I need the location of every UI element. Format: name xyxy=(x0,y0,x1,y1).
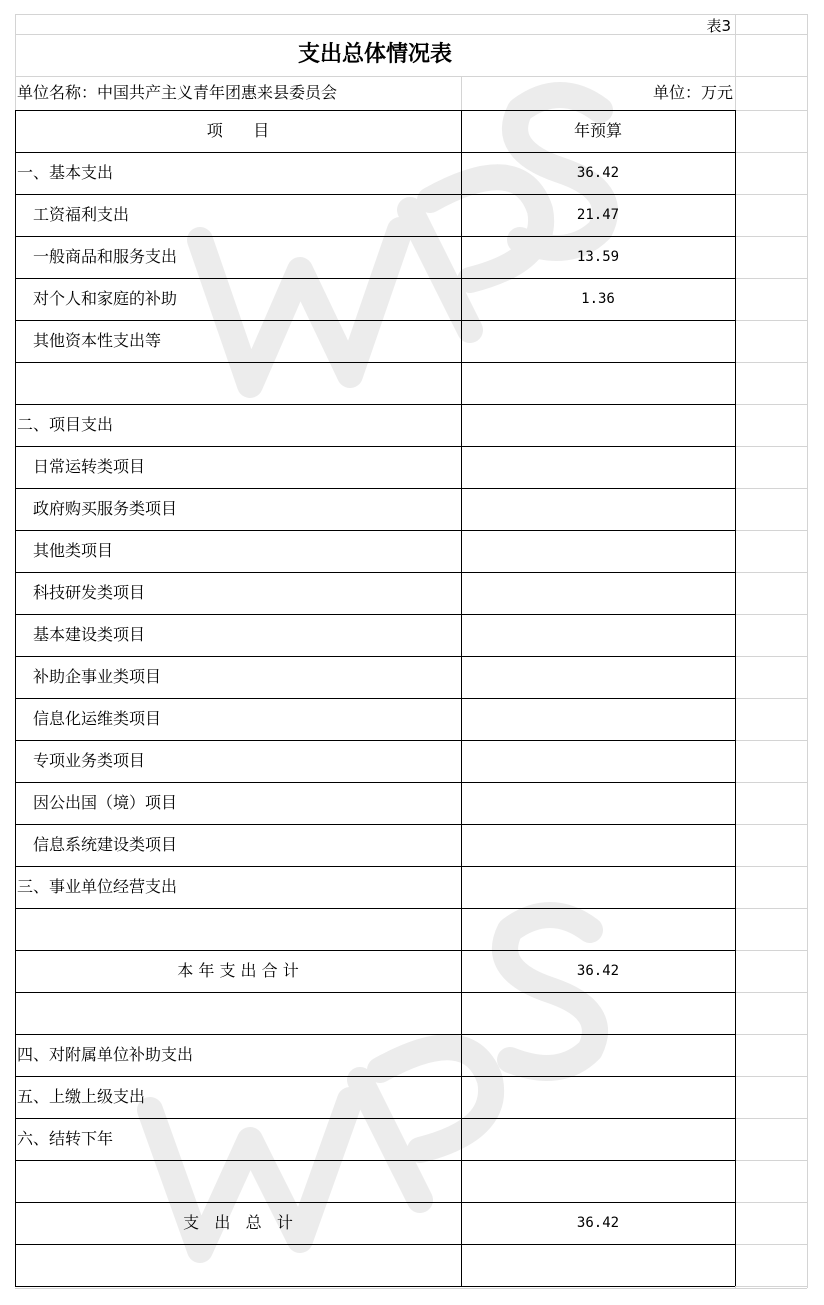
row-label: 本 年 支 出 合 计 xyxy=(177,961,299,980)
row-label: 一般商品和服务支出 xyxy=(33,247,178,266)
row-value xyxy=(461,362,735,404)
grid-line xyxy=(735,656,807,657)
row-label: 其他类项目 xyxy=(33,541,114,560)
grid-line xyxy=(735,614,807,615)
row-label xyxy=(15,992,461,1034)
row-value xyxy=(461,614,735,656)
grid-line xyxy=(735,1076,807,1077)
grid-line xyxy=(735,320,807,321)
row-label xyxy=(15,1244,461,1286)
row-label: 因公出国（境）项目 xyxy=(33,793,178,812)
grid-line xyxy=(735,14,736,1288)
row-value xyxy=(461,1118,735,1160)
row-label: 六、结转下年 xyxy=(17,1129,114,1148)
row-value xyxy=(461,698,735,740)
row-value xyxy=(461,446,735,488)
grid-line xyxy=(735,236,807,237)
table-tag: 表3 xyxy=(706,16,731,35)
row-label: 政府购买服务类项目 xyxy=(33,499,178,518)
row-label: 基本建设类项目 xyxy=(33,625,146,644)
grid-line xyxy=(735,110,807,111)
row-value xyxy=(461,1076,735,1118)
row-label: 专项业务类项目 xyxy=(33,751,146,770)
header-item: 项 目 xyxy=(206,121,270,140)
row-value: 13.59 xyxy=(576,249,620,265)
row-label: 其他资本性支出等 xyxy=(33,331,162,350)
row-label: 补助企事业类项目 xyxy=(33,667,162,686)
row-label: 工资福利支出 xyxy=(33,205,130,224)
row-value xyxy=(461,782,735,824)
grid-line xyxy=(15,14,807,15)
row-label: 三、事业单位经营支出 xyxy=(17,877,178,896)
row-label: 支 出 总 计 xyxy=(183,1213,293,1232)
row-label xyxy=(15,1160,461,1202)
row-label xyxy=(15,908,461,950)
grid-line xyxy=(735,446,807,447)
row-value: 36.42 xyxy=(576,963,620,979)
row-value xyxy=(461,656,735,698)
row-value xyxy=(461,1244,735,1286)
grid-line xyxy=(735,908,807,909)
row-value xyxy=(461,320,735,362)
table-border xyxy=(15,1286,735,1287)
row-label: 科技研发类项目 xyxy=(33,583,146,602)
grid-line xyxy=(735,194,807,195)
row-label: 信息系统建设类项目 xyxy=(33,835,178,854)
row-value xyxy=(461,488,735,530)
grid-line xyxy=(735,530,807,531)
row-value xyxy=(461,572,735,614)
grid-line xyxy=(735,1160,807,1161)
row-value xyxy=(461,824,735,866)
row-value xyxy=(461,404,735,446)
row-label: 四、对附属单位补助支出 xyxy=(17,1045,194,1064)
row-label: 二、项目支出 xyxy=(17,415,114,434)
grid-line xyxy=(735,152,807,153)
grid-line xyxy=(735,404,807,405)
grid-line xyxy=(735,740,807,741)
grid-line xyxy=(735,992,807,993)
grid-line xyxy=(735,866,807,867)
header-budget: 年预算 xyxy=(573,121,622,140)
grid-line xyxy=(15,1288,807,1289)
budget-sheet xyxy=(15,14,807,1288)
row-value xyxy=(461,530,735,572)
grid-line xyxy=(807,14,808,1288)
row-label: 日常运转类项目 xyxy=(33,457,146,476)
row-label xyxy=(15,362,461,404)
row-label: 五、上缴上级支出 xyxy=(17,1087,146,1106)
page-title: 支出总体情况表 xyxy=(297,42,452,67)
grid-line xyxy=(735,572,807,573)
row-value: 36.42 xyxy=(576,165,620,181)
row-label: 对个人和家庭的补助 xyxy=(33,289,178,308)
row-value: 1.36 xyxy=(581,291,615,307)
grid-line xyxy=(735,1244,807,1245)
grid-line xyxy=(735,782,807,783)
grid-line xyxy=(735,824,807,825)
grid-line xyxy=(735,1202,807,1203)
grid-line xyxy=(735,698,807,699)
row-value xyxy=(461,740,735,782)
row-value xyxy=(461,992,735,1034)
table-border xyxy=(735,110,736,1286)
row-label: 信息化运维类项目 xyxy=(33,709,162,728)
grid-line xyxy=(735,1118,807,1119)
row-value: 36.42 xyxy=(576,1215,620,1231)
grid-line xyxy=(735,950,807,951)
unit-label: 单位：万元 xyxy=(652,83,733,102)
grid-line xyxy=(735,488,807,489)
row-value xyxy=(461,1034,735,1076)
row-value xyxy=(461,1160,735,1202)
row-value xyxy=(461,866,735,908)
grid-line xyxy=(735,1286,807,1287)
grid-line xyxy=(735,362,807,363)
row-value xyxy=(461,908,735,950)
unit-name: 单位名称：中国共产主义青年团惠来县委员会 xyxy=(17,83,338,102)
row-label: 一、基本支出 xyxy=(17,163,114,182)
row-value: 21.47 xyxy=(576,207,620,223)
grid-line xyxy=(735,1034,807,1035)
grid-line xyxy=(735,278,807,279)
